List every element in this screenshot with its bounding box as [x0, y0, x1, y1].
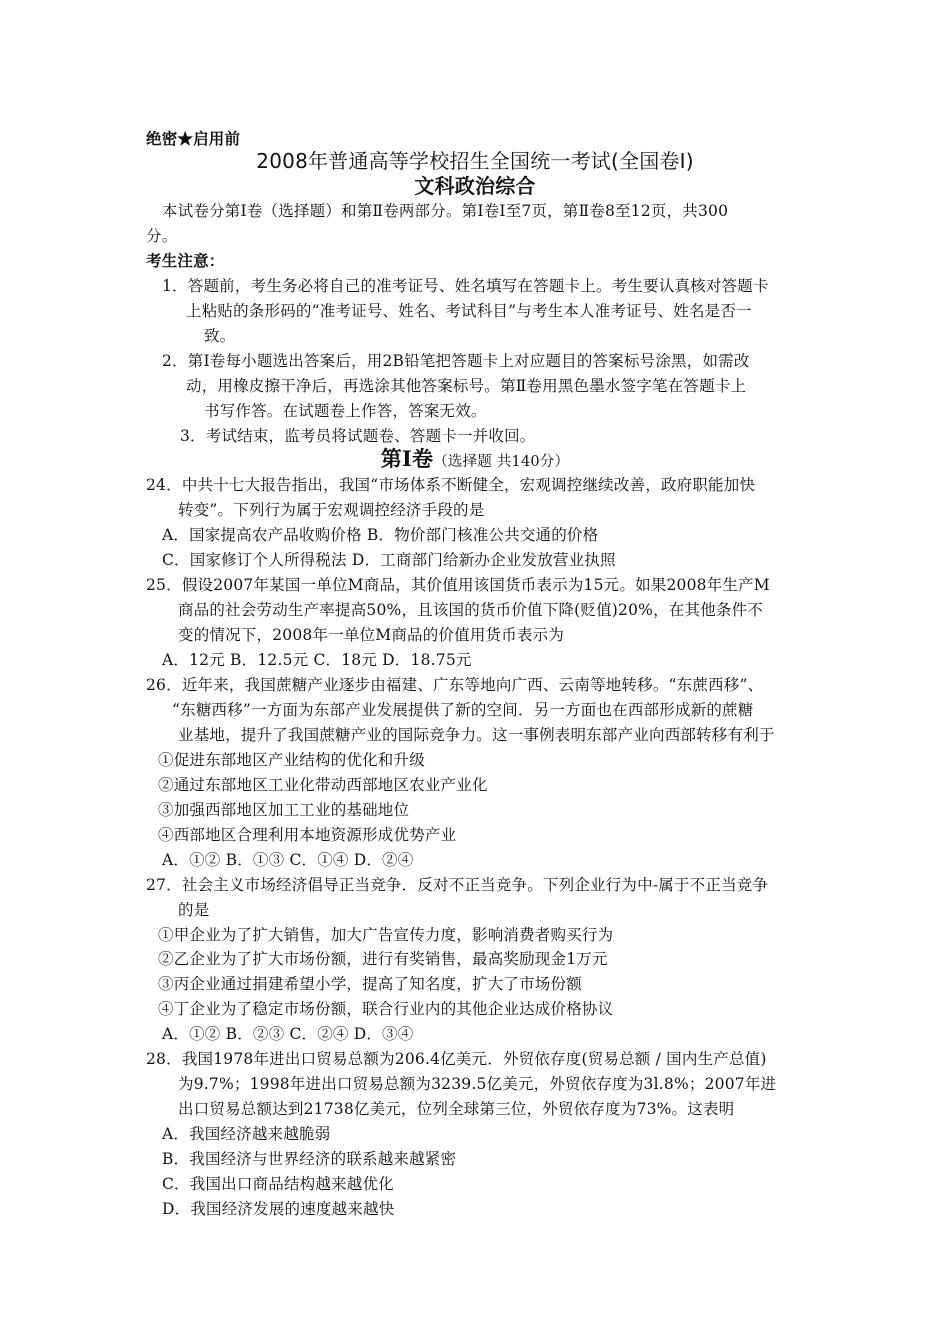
section-title: 第Ⅰ卷 [380, 446, 434, 471]
section-heading [0, 448, 950, 473]
notice-item-2-line-3: 书写作答。在试题卷上作答，答案无效。 [204, 402, 487, 420]
q25-options: A．12元 B．12.5元 C．18元 D．18.75元 [162, 651, 472, 669]
q27-stem-line-2: 的是 [178, 901, 210, 919]
notice-item-2-line-2: 动，用橡皮擦干净后，再选涂其他答案标号。第Ⅱ卷用黑色墨水签字笔在答题卡上 [186, 377, 747, 395]
q28-stem-line-1: 28．我国1978年进出口贸易总额为206.4亿美元．外贸依存度(贸易总额 / 国内生产总值) [146, 1050, 767, 1068]
q26-options: A．①② B．①③ C．①④ D．②④ [162, 851, 414, 869]
notice-item-1-line-1: 1．答题前，考生务必将自己的准考证号、姓名填写在答题卡上。考生要认真核对答题卡 [162, 277, 769, 295]
q26-stem-line-2: “东糖西移”一方面为东部产业发展提供了新的空间．另一方面也在西部形成新的蔗糖 [172, 701, 754, 719]
q28-option-d: D．我国经济发展的速度越来越快 [162, 1200, 395, 1218]
q25-stem-line-2: 商品的社会劳动生产率提高50%，且该国的货币价值下降(贬值)20%，在其他条件不 [178, 601, 763, 619]
q28-stem-line-3: 出口贸易总额达到21738亿美元，位列全球第三位，外贸依存度为73%。这表明 [178, 1100, 735, 1118]
q26-item-3: ③加强西部地区加工工业的基础地位 [158, 801, 410, 819]
q24-stem-line-1: 24．中共十七大报告指出，我国“市场体系不断健全，宏观调控继续改善，政府职能加快 [146, 476, 756, 494]
q26-stem-line-1: 26．近年来，我国蔗糖产业逐步由福建、广东等地向广西、云南等地转移。“东蔗西移”、 [146, 676, 764, 694]
q27-item-2: ②乙企业为了扩大市场份额，进行有奖销售，最高奖励现金1万元 [158, 950, 608, 968]
q25-stem-line-3: 变的情况下，2008年一单位M商品的价值用货币表示为 [178, 626, 565, 644]
q24-options-ab: A．国家提高农产品收购价格 B．物价部门核准公共交通的价格 [162, 526, 599, 544]
section-note: （选择题 共140分） [433, 454, 570, 470]
notice-item-2-line-1: 2．第Ⅰ卷每小题选出答案后，用2B铅笔把答题卡上对应题目的答案标号涂黑，如需改 [162, 352, 750, 370]
notice-heading: 考生注意： [146, 251, 225, 270]
notice-item-1-line-2: 上粘贴的条形码的“准考证号、姓名、考试科目”与考生本人准考证号、姓名是否一 [186, 302, 752, 320]
secret-mark: 绝密★启用前 [146, 129, 241, 148]
q26-item-1: ①促进东部地区产业结构的优化和升级 [158, 751, 425, 769]
q27-stem-line-1: 27．社会主义市场经济倡导正当竞争．反对不正当竞争。下列企业行为中-属于不正当竞争 [146, 876, 769, 894]
q26-item-4: ④西部地区合理利用本地资源形成优势产业 [158, 826, 457, 844]
q24-stem-line-2: 转变”。下列行为属于宏观调控经济手段的是 [178, 501, 485, 519]
q26-item-2: ②通过东部地区工业化带动西部地区农业产业化 [158, 776, 488, 794]
q27-options: A．①② B．②③ C．②④ D．③④ [162, 1025, 414, 1043]
q28-option-c: C．我国出口商品结构越来越优化 [162, 1175, 394, 1193]
q27-item-1: ①甲企业为了扩大销售，加大广告宣传力度，影响消费者购买行为 [158, 926, 614, 944]
q25-stem-line-1: 25．假设2007年某国一单位M商品，其价值用该国货币表示为15元。如果2008年生产M [146, 576, 770, 594]
q26-stem-line-3: 业基地，提升了我国蔗糖产业的国际竞争力。这一事例表明东部产业向西部转移有利于 [178, 726, 775, 744]
exam-title: 2008年普通高等学校招生全国统一考试(全国卷Ⅰ) [256, 149, 694, 173]
notice-item-3: 3．考试结束，监考员将试题卷、答题卡一并收回。 [180, 427, 536, 445]
intro-line-1: 本试卷分第Ⅰ卷（选择题）和第Ⅱ卷两部分。第Ⅰ卷Ⅰ至7页，第Ⅱ卷8至12页，共300 [162, 202, 729, 220]
q27-item-3: ③丙企业通过捐建希望小学，提高了知名度，扩大了市场份额 [158, 975, 582, 993]
q28-option-a: A．我国经济越来越脆弱 [162, 1125, 331, 1143]
q28-stem-line-2: 为9.7%；1998年进出口贸易总额为3239.5亿美元，外贸依存度为3l.8%；2007年进 [178, 1075, 777, 1093]
notice-item-1-line-3: 致。 [204, 327, 236, 345]
exam-subtitle: 文科政治综合 [414, 174, 536, 198]
q28-option-b: B．我国经济与世界经济的联系越来越紧密 [162, 1150, 457, 1168]
intro-line-2: 分。 [146, 227, 178, 245]
q24-options-cd: C．国家修订个人所得税法 D．工商部门给新办企业发放营业执照 [162, 551, 616, 569]
q27-item-4: ④丁企业为了稳定市场份额，联合行业内的其他企业达成价格协议 [158, 1000, 614, 1018]
